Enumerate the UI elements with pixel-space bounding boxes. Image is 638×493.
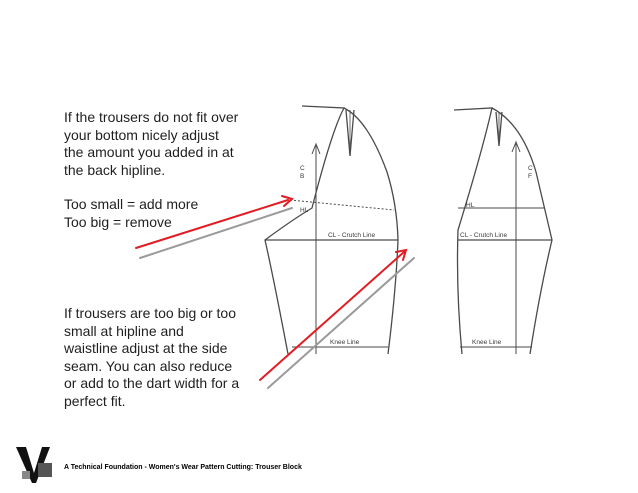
front-crutch-line-label: CL - Crutch Line bbox=[460, 232, 508, 239]
front-cf-label-bottom: F bbox=[528, 173, 532, 180]
v-logo-icon bbox=[14, 443, 54, 485]
arrow-hipline-shadow bbox=[140, 208, 292, 258]
back-cb-label-top: C bbox=[300, 165, 305, 172]
instruction-line: perfect fit. bbox=[64, 392, 126, 409]
arrow-hipline bbox=[136, 200, 288, 248]
front-cf-label-top: C bbox=[528, 165, 533, 172]
back-cb-label-bottom: B bbox=[300, 173, 305, 180]
instruction-line: or add to the dart width for a bbox=[64, 375, 240, 391]
instruction-line: If trousers are too big or too bbox=[64, 305, 236, 321]
instruction-line: small at hipline and bbox=[64, 322, 184, 339]
instruction-line: Too big = remove bbox=[64, 213, 172, 230]
back-hip-line-label: HL bbox=[300, 207, 309, 214]
instruction-line: waistline adjust at the side bbox=[64, 340, 228, 356]
arrow-side-seam bbox=[260, 252, 404, 380]
instruction-line: the amount you added in at bbox=[64, 144, 234, 160]
instruction-line: If the trousers do not fit over bbox=[64, 109, 239, 125]
back-crutch-line-label: CL - Crutch Line bbox=[328, 232, 376, 239]
footer-caption: A Technical Foundation - Women's Wear Pattern Cutting: Trouser Block bbox=[64, 464, 302, 471]
instruction-line: your bottom nicely adjust bbox=[64, 126, 219, 143]
instruction-line: seam. You can also reduce bbox=[64, 357, 233, 374]
instruction-line: Too small = add more bbox=[64, 196, 199, 212]
arrow-side-seam-shadow bbox=[268, 258, 414, 388]
front-knee-line-label: Knee Line bbox=[472, 339, 502, 346]
front-hip-line-label: HL bbox=[466, 202, 475, 209]
back-knee-line-label: Knee Line bbox=[330, 339, 360, 346]
instruction-line: the back hipline. bbox=[64, 161, 166, 178]
